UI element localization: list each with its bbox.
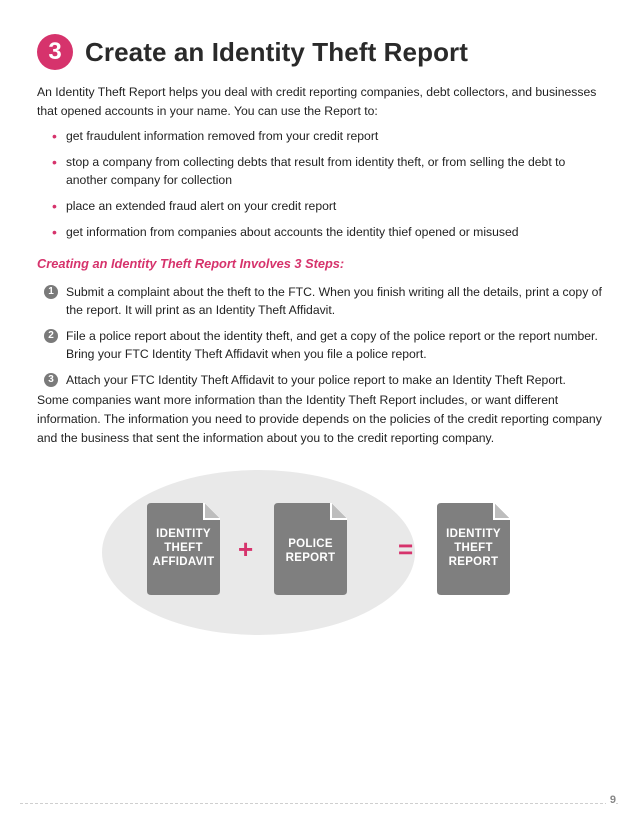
step-item: 1 Submit a complaint about the theft to the FTC. When you finish writing all the details, print a copy of the report. It will print as an Identity Theft Affidavit. bbox=[44, 283, 604, 319]
bullet-icon: • bbox=[52, 128, 57, 144]
step-item: 2 File a police report about the identity theft, and get a copy of the police report or the report number. Bring your FTC Identity Theft Affidavit when you file a police report. bbox=[44, 327, 604, 363]
step-number-icon: 1 bbox=[44, 285, 58, 299]
page-title: Create an Identity Theft Report bbox=[85, 36, 469, 67]
plus-sign: + bbox=[238, 534, 254, 564]
affidavit-document-icon: IDENTITY THEFT AFFIDAVIT bbox=[147, 503, 220, 595]
closing-paragraph: Some companies want more information than the Identity Theft Report includes, or want different information. The information you need to provide depends on the policies of the credit reporting company and the business that sent the information about you to the credit reporting company. bbox=[37, 393, 602, 445]
page-number: 9 bbox=[606, 794, 616, 806]
steps-list bbox=[44, 283, 604, 397]
step-number-icon: 2 bbox=[44, 329, 58, 343]
identity-theft-report-document-icon: IDENTITY THEFT REPORT bbox=[437, 503, 510, 595]
section-header bbox=[37, 34, 468, 70]
intro-paragraph: An Identity Theft Report helps you deal with credit reporting companies, debt collectors, and businesses that opened accounts in your name. You can use the Report to: bbox=[37, 85, 597, 118]
police-report-document-icon: POLICE REPORT bbox=[274, 503, 347, 595]
section-number-badge: 3 bbox=[37, 34, 73, 70]
steps-subheading: Creating an Identity Theft Report Involves 3 Steps: bbox=[37, 256, 345, 271]
list-item: • get fraudulent information removed from your credit report bbox=[52, 128, 379, 144]
footer-divider bbox=[20, 803, 618, 804]
step-item: 3 Attach your FTC Identity Theft Affidavit to your police report to make an Identity Theft Report. bbox=[44, 371, 604, 389]
step-number-icon: 3 bbox=[44, 373, 58, 387]
bullet-icon: • bbox=[52, 154, 57, 170]
uses-list bbox=[52, 127, 602, 249]
bullet-icon: • bbox=[52, 198, 57, 214]
equals-sign: = bbox=[398, 534, 414, 564]
list-item: • stop a company from collecting debts that result from identity theft, or from selling the debt to another company for collection bbox=[52, 154, 566, 187]
report-equation-diagram bbox=[0, 470, 638, 640]
bullet-icon: • bbox=[52, 224, 57, 240]
list-item: • place an extended fraud alert on your credit report bbox=[52, 198, 337, 214]
list-item: • get information from companies about accounts the identity thief opened or misused bbox=[52, 224, 519, 240]
